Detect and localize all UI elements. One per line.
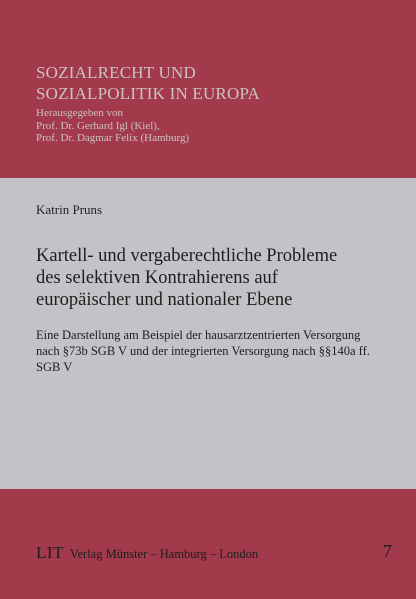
publisher-imprint — [36, 544, 258, 563]
book-subtitle-line: nach §73b SGB V und der integrierten Versorgung nach §§140a ff. — [36, 344, 370, 358]
series-title-line: SOZIALRECHT UND — [36, 63, 196, 82]
book-title-line: europäischer und nationaler Ebene — [36, 290, 293, 310]
book-title-line: Kartell- und vergaberechtliche Probleme — [36, 246, 338, 266]
book-subtitle-line: Eine Darstellung am Beispiel der hausarztzentrierten Versorgung — [36, 328, 361, 342]
editors-line: Prof. Dr. Dagmar Felix (Hamburg) — [36, 132, 190, 144]
publisher-logo: LIT — [36, 543, 64, 562]
book-subtitle-line: SGB V — [36, 360, 73, 374]
editors-line: Herausgegeben von — [36, 107, 124, 119]
book-title-line: des selektiven Kontrahierens auf — [36, 268, 278, 288]
book-subtitle — [36, 327, 406, 375]
publisher-line: Verlag Münster – Hamburg – London — [69, 547, 259, 561]
editors-line: Prof. Dr. Gerhard Igl (Kiel), — [36, 119, 160, 132]
series-title — [36, 62, 396, 104]
volume-number: 7 — [383, 541, 392, 561]
book-title — [36, 245, 406, 311]
series-title-line: SOZIALPOLITIK IN EUROPA — [36, 84, 261, 103]
author-name: Katrin Pruns — [36, 202, 103, 217]
series-editors — [36, 107, 396, 145]
